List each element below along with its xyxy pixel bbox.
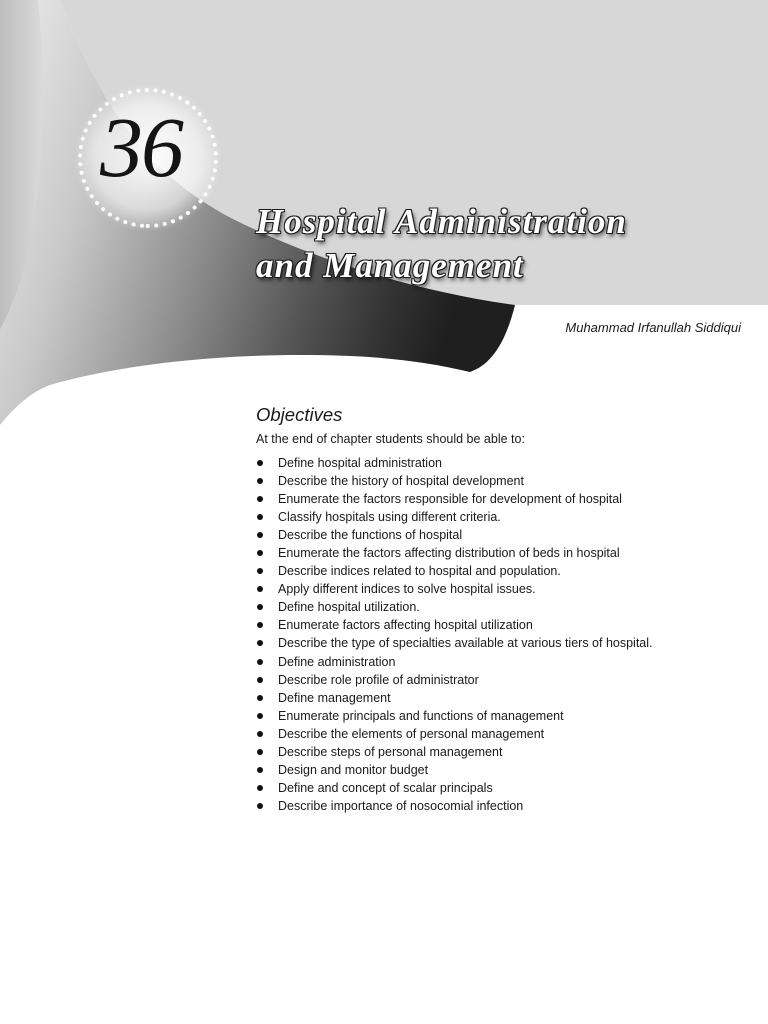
- objective-item: [256, 653, 736, 671]
- objective-text: Describe role profile of administrator: [278, 672, 479, 687]
- objective-item: [256, 797, 736, 815]
- objective-text: Enumerate the factors affecting distribution of beds in hospital: [278, 546, 620, 561]
- objective-text: Define and concept of scalar principals: [278, 780, 493, 795]
- bullet-icon: [257, 695, 263, 701]
- objective-item: [256, 472, 736, 490]
- objective-text: Define hospital administration: [278, 456, 442, 470]
- bullet-icon: [257, 713, 263, 719]
- objective-item: [256, 526, 736, 544]
- objective-item: [256, 634, 736, 652]
- objective-text: Define management: [278, 690, 391, 705]
- bullet-icon: [257, 659, 263, 665]
- objective-text: Describe indices related to hospital and population.: [278, 564, 561, 579]
- objective-item: [256, 562, 736, 580]
- bullet-icon: [257, 568, 263, 574]
- objectives-intro: At the end of chapter students should be able to:: [256, 432, 525, 446]
- bullet-icon: [257, 640, 263, 646]
- objective-text: Enumerate factors affecting hospital utilization: [278, 618, 533, 633]
- objective-item: [256, 707, 736, 725]
- objective-text: Describe the elements of personal management: [278, 726, 545, 741]
- objective-item: [256, 689, 736, 707]
- objective-item: [256, 580, 736, 598]
- objective-text: Describe the history of hospital development: [278, 474, 524, 489]
- bullet-icon: [257, 550, 263, 556]
- objective-item: [256, 616, 736, 634]
- objective-text: Enumerate principals and functions of management: [278, 708, 564, 723]
- objective-item: [256, 779, 736, 797]
- bullet-icon: [257, 496, 263, 502]
- chapter-number: 36: [100, 99, 182, 195]
- chapter-author: Muhammad Irfanullah Siddiqui: [565, 320, 741, 335]
- objective-text: Design and monitor budget: [278, 762, 429, 777]
- chapter-title: [256, 200, 627, 288]
- objective-item: [256, 508, 736, 526]
- bullet-icon: [257, 460, 263, 466]
- objective-text: Describe the type of specialties available at various tiers of hospital.: [278, 636, 653, 651]
- objective-text: Define hospital utilization.: [278, 600, 420, 615]
- bullet-icon: [257, 677, 263, 683]
- bullet-icon: [257, 731, 263, 737]
- objective-item: [256, 743, 736, 761]
- objectives-heading: Objectives: [256, 404, 343, 425]
- bullet-icon: [257, 478, 263, 484]
- objectives-section: [256, 402, 736, 815]
- bullet-icon: [257, 604, 263, 610]
- objective-text: Describe steps of personal management: [278, 744, 503, 759]
- objective-item: [256, 544, 736, 562]
- objective-text: Classify hospitals using different criteria.: [278, 510, 501, 525]
- bullet-icon: [257, 622, 263, 628]
- bullet-icon: [257, 767, 263, 773]
- objective-text: Describe importance of nosocomial infection: [278, 798, 524, 813]
- objective-item: [256, 761, 736, 779]
- bullet-icon: [257, 785, 263, 791]
- chapter-title-line-2: and Management: [256, 246, 524, 285]
- objective-text: Define administration: [278, 654, 396, 669]
- chapter-title-line-1: Hospital Administration: [256, 202, 627, 241]
- objective-text: Apply different indices to solve hospital issues.: [278, 582, 536, 597]
- bullet-icon: [257, 749, 263, 755]
- objective-text: Enumerate the factors responsible for development of hospital: [278, 492, 622, 507]
- bullet-icon: [257, 586, 263, 592]
- objective-item: [256, 490, 736, 508]
- objective-text: Describe the functions of hospital: [278, 528, 463, 543]
- objectives-list: [256, 454, 736, 815]
- objective-item: [256, 454, 736, 472]
- objective-item: [256, 725, 736, 743]
- bullet-icon: [257, 532, 263, 538]
- objective-item: [256, 598, 736, 616]
- objective-item: [256, 671, 736, 689]
- bullet-icon: [257, 514, 263, 520]
- bullet-icon: [257, 803, 263, 809]
